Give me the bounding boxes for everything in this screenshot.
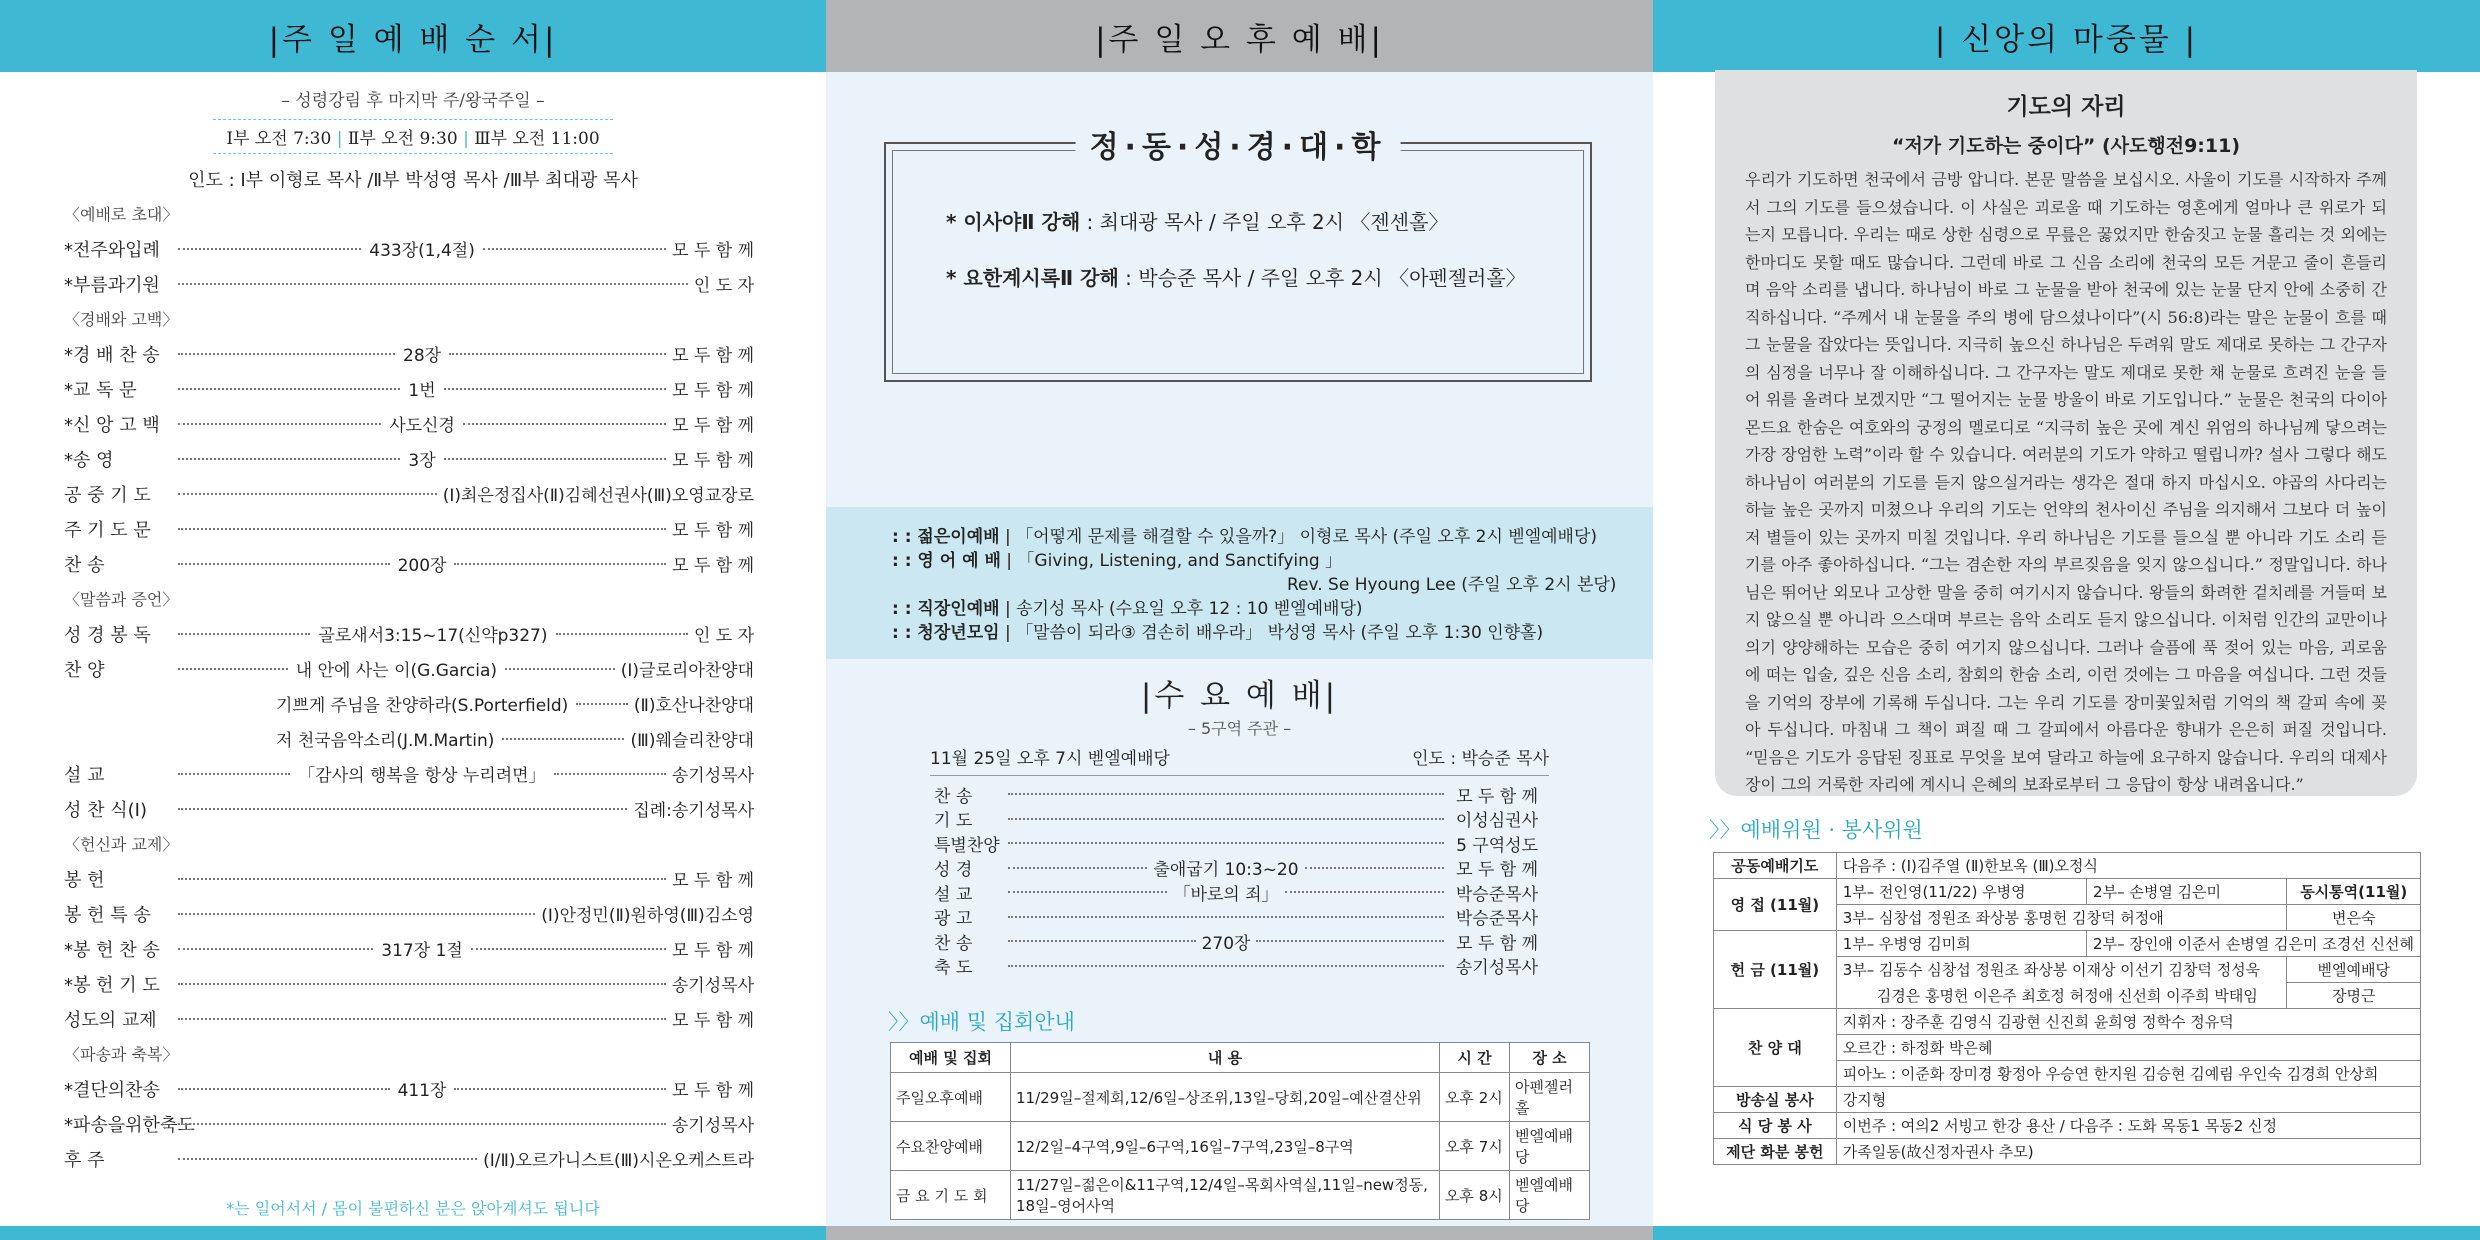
- wednesday-row: [934, 954, 1538, 979]
- row-content: 「바로의 죄」: [1173, 884, 1279, 905]
- order-row: [64, 966, 754, 1001]
- row-content: 3장: [408, 451, 436, 471]
- info-table: [890, 1042, 1590, 1220]
- row-person: 모 두 함 께: [1456, 786, 1538, 807]
- devotional-box: [1715, 70, 2417, 796]
- row-content: 「감사의 행복을 항상 누리려면」: [298, 766, 546, 786]
- wednesday-leader: 인도 : 박승준 목사: [1412, 749, 1549, 769]
- staff-table: [1713, 852, 2421, 1165]
- devotional-title: 기도의 자리: [2006, 94, 2126, 120]
- section-label: 〈헌신과 교제〉: [64, 835, 179, 854]
- row-label: 기 도: [934, 811, 973, 832]
- row-person: 5 구역성도: [1456, 835, 1538, 856]
- devotional-subtitle: “저가 기도하는 중이다” (사도행전9:11): [1891, 135, 2241, 157]
- row-person: 박승준목사: [1455, 884, 1538, 905]
- wednesday-info: [930, 744, 1549, 776]
- info-section-title: 〉〉예배 및 집회안내: [888, 1010, 1075, 1034]
- row-label: *파송을위한축도: [64, 1114, 195, 1136]
- table-row: 제단 화분 봉헌 가족일동(故신정자권사 추모): [1714, 1139, 2421, 1165]
- row-label: 봉 헌 특 송: [64, 904, 151, 926]
- table-row: 3부– 김동수 심창섭 정원조 좌상봉 이재상 이선기 김창덕 정성욱 벧엘예배당: [1714, 957, 2421, 983]
- row-label: *신 앙 고 백: [64, 414, 160, 436]
- wednesday-row: [934, 807, 1538, 832]
- row-person: 모 두 함 께: [672, 346, 754, 366]
- row-person: 송기성목사: [671, 766, 754, 786]
- wednesday-order: [934, 782, 1538, 978]
- row-person: 모 두 함 께: [672, 556, 754, 576]
- order-row: [64, 1001, 754, 1036]
- row-person: 모 두 함 께: [672, 451, 754, 471]
- order-row: [64, 651, 754, 686]
- wednesday-row: [934, 929, 1538, 954]
- row-content: 기쁘게 주님을 찬양하라(S.Porterfield): [276, 696, 569, 716]
- row-person: 모 두 함 께: [672, 416, 755, 436]
- row-person: 모 두 함 께: [672, 871, 754, 891]
- row-label: 특별찬양: [934, 835, 1000, 856]
- row-label: *봉 헌 기 도: [64, 974, 160, 996]
- row-person: (Ⅱ)호산나찬양대: [633, 696, 754, 716]
- section-label: 〈예배로 초대〉: [64, 205, 179, 224]
- row-person: 이성심권사: [1455, 811, 1538, 832]
- row-content: 433장(1,4절): [369, 241, 475, 261]
- row-person: 송기성목사: [1455, 958, 1538, 979]
- row-label: *결단의찬송: [64, 1079, 160, 1101]
- table-row: 금 요 기 도 회 11/27일–젊은이&11구역,12/4일–목회사역실,11일–new정동, 18일–영어사역 오후 8시 벧엘예배당: [891, 1171, 1590, 1220]
- other-services-box: [826, 507, 1653, 659]
- row-content: 골로새서3:15~17(신약p327): [318, 626, 548, 646]
- row-label: 성 경: [934, 860, 973, 881]
- order-row: [64, 756, 754, 791]
- table-row: 헌 금 (11월) 1부– 우병영 김미희 2부– 장인애 이준서 손병열 김은미 조경선 신선혜: [1714, 931, 2421, 957]
- order-of-worship: [64, 196, 754, 1176]
- order-row: [64, 441, 754, 476]
- lecture-item: * 요한계시록Ⅱ 강해 : 박승준 목사 / 주일 오후 2시 〈아펜젤러홀〉: [946, 266, 1526, 290]
- row-person: 박승준목사: [1455, 909, 1538, 930]
- row-label: *부름과기원: [64, 274, 160, 296]
- row-person: (Ⅰ/Ⅱ)오르가니스트(Ⅲ)시온오케스트라: [483, 1151, 754, 1171]
- order-row: [64, 546, 754, 581]
- row-label: 찬 송: [934, 933, 973, 954]
- order-row: [64, 1071, 754, 1106]
- table-row: 주일오후예배 11/29일–절제회,12/6일–상조위,13일–당회,20일–예산결산위 오후 2시 아펜젤러홀: [891, 1073, 1590, 1122]
- table-header-row: 예배 및 집회 내 용 시 간 장 소: [891, 1043, 1590, 1073]
- wednesday-row: [934, 905, 1538, 930]
- worship-subtitle: – 성령강림 후 마지막 주/왕국주일 –: [281, 91, 545, 111]
- table-row: 식 당 봉 사 이번주 : 여의2 서빙고 한강 용산 / 다음주 : 도화 목동1 목동2 신정: [1714, 1113, 2421, 1139]
- row-label: 성 찬 식(Ⅰ): [64, 799, 147, 821]
- row-label: 찬 송: [934, 786, 973, 807]
- order-row: [64, 266, 754, 301]
- table-row: 영 접 (11월) 1부– 전인영(11/22) 우병영 2부– 손병열 김은미 동시통역(11월): [1714, 879, 2421, 905]
- row-person: 인 도 자: [693, 276, 754, 296]
- row-label: 설 교: [64, 764, 105, 786]
- row-label: 공 중 기 도: [64, 484, 151, 506]
- afternoon-worship-header: |주 일 오 후 예 배|: [826, 0, 1653, 72]
- order-row: [64, 861, 754, 896]
- section-label: 〈말씀과 증언〉: [64, 590, 179, 609]
- row-content: 317장 1절: [381, 941, 463, 961]
- sunday-worship-column: [0, 0, 826, 1240]
- row-content: 411장: [397, 1081, 447, 1101]
- row-label: 성 경 봉 독: [64, 624, 151, 646]
- worship-times: Ⅰ부 오전 7:30 | Ⅱ부 오전 9:30 | Ⅲ부 오전 11:00: [213, 119, 613, 154]
- faith-column: [1653, 0, 2480, 1240]
- wednesday-row: [934, 831, 1538, 856]
- footer-bar: [1653, 1226, 2480, 1240]
- table-row: 3부– 심창섭 정원조 좌상봉 홍명헌 김창덕 허정애 변은숙: [1714, 905, 2421, 931]
- order-row: [64, 686, 754, 721]
- row-label: 축 도: [934, 958, 973, 979]
- wednesday-row: [934, 880, 1538, 905]
- row-person: 송기성목사: [671, 1116, 754, 1136]
- wednesday-row: [934, 782, 1538, 807]
- wednesday-subtitle: – 5구역 주관 –: [1187, 719, 1292, 738]
- bible-college-title: 정·동·성·경·대·학: [1076, 122, 1401, 166]
- order-row: [64, 511, 754, 546]
- row-content: 200장: [397, 556, 447, 576]
- service-item: : : 영 어 예 배 | 「Giving, Listening, and Sanctifying 」: [892, 551, 1343, 571]
- row-label: 찬 송: [64, 554, 105, 576]
- row-label: 찬 양: [64, 659, 105, 681]
- row-person: 모 두 함 께: [672, 521, 754, 541]
- row-person: (Ⅲ)웨슬리찬양대: [630, 731, 754, 751]
- row-person: 인 도 자: [693, 626, 755, 646]
- row-label: 성도의 교제: [64, 1009, 157, 1031]
- row-content: 내 안에 사는 이(G.Garcia): [295, 661, 498, 681]
- service-item: : : 직장인예배 | 송기성 목사 (수요일 오후 12 : 10 벧엘예배당): [892, 599, 1363, 619]
- faith-header: | 신앙의 마중물 |: [1653, 0, 2480, 72]
- afternoon-worship-column: [826, 0, 1653, 1240]
- row-content: 저 천국음악소리(J.M.Martin): [276, 731, 495, 751]
- table-row: 김경은 홍명헌 이은주 최호정 허정애 신선희 이주희 박태임 장명근: [1714, 983, 2421, 1009]
- row-label: 설 교: [934, 884, 973, 905]
- order-row: [64, 791, 754, 826]
- row-label: 후 주: [64, 1149, 105, 1171]
- standing-note: *는 일어서서 / 몸이 불편하신 분은 앉아계셔도 됩니다: [226, 1199, 600, 1218]
- row-content: 사도신경: [389, 416, 455, 436]
- order-row: [64, 896, 754, 931]
- staff-section-title: 〉〉예배위원 · 봉사위원: [1709, 818, 1923, 842]
- row-label: *전주와입례: [64, 239, 160, 261]
- table-row: 공동예배기도 다음주 : (Ⅰ)김주열 (Ⅱ)한보옥 (Ⅲ)오정식: [1714, 853, 2421, 879]
- table-row: 방송실 봉사 강지형: [1714, 1087, 2421, 1113]
- row-person: 모 두 함 께: [1456, 860, 1538, 881]
- wednesday-row: [934, 856, 1538, 881]
- time-3: Ⅲ부 오전 11:00: [474, 129, 600, 149]
- row-person: (Ⅰ)최은정집사(Ⅱ)김혜선권사(Ⅲ)오영교장로: [442, 486, 754, 506]
- service-item: : : 젊은이예배 | 「어떻게 문제를 해결할 수 있을까?」 이형로 목사 (주일 오후 2시 벧엘예배당): [892, 527, 1598, 547]
- row-label: *경 배 찬 송: [64, 344, 160, 366]
- wednesday-worship-title: |수 요 예 배|: [1140, 678, 1339, 714]
- row-person: (Ⅰ)안정민(Ⅱ)원하영(Ⅲ)김소영: [541, 906, 754, 926]
- row-person: 모 두 함 께: [672, 941, 755, 961]
- section-label: 〈경배와 고백〉: [64, 310, 179, 329]
- time-1: Ⅰ부 오전 7:30: [226, 129, 332, 149]
- row-content: 1번: [408, 381, 436, 401]
- row-label: *봉 헌 찬 송: [64, 939, 160, 961]
- row-label: 주 기 도 문: [64, 519, 151, 541]
- row-person: 모 두 함 께: [1456, 933, 1538, 954]
- row-person: 모 두 함 께: [672, 241, 754, 261]
- row-label: *송 영: [64, 449, 114, 471]
- order-row: [64, 616, 754, 651]
- row-label: *교 독 문: [64, 379, 137, 401]
- lecture-item: * 이사야Ⅱ 강해 : 최대광 목사 / 주일 오후 2시 〈젠센홀〉: [946, 210, 1449, 234]
- table-row: 찬 양 대 지휘자 : 장주훈 김영식 김광현 신진희 윤희영 정학수 정유덕: [1714, 1009, 2421, 1035]
- footer-bar: [0, 1226, 826, 1240]
- order-row: [64, 336, 754, 371]
- row-person: 모 두 함 께: [672, 1011, 754, 1031]
- row-person: (Ⅰ)글로리아찬양대: [620, 661, 755, 681]
- order-row: [64, 1106, 754, 1141]
- table-row: 오르간 : 하정화 박은혜: [1714, 1035, 2421, 1061]
- service-item: : : 청장년모임 | 「말씀이 되라③ 겸손히 배우라」 박성영 목사 (주일 오후 1:30 인향홀): [892, 623, 1544, 643]
- row-label: 봉 헌: [64, 869, 105, 891]
- footer-bar: [826, 1226, 1653, 1240]
- row-person: 집례:송기성목사: [633, 801, 754, 821]
- row-person: 모 두 함 께: [672, 381, 754, 401]
- devotional-text: 우리가 기도하면 천국에서 금방 압니다. 본문 말씀을 보십시오. 사울이 기도를 시작하자 주께서 그의 기도를 들으셨습니다. 이 사실은 괴로울 때 기도하는 영혼에게 얼마나 큰 위로가 되는지 모릅니다. 우리는 때로 상한 심령으로 무릎은 꿇었지만 한숨짓고 눈물 흘리는 것 외에는 한마디도 못할 때도 많습니다. 그런데 바로 그 신음 소리에 천국의 모든 거문고 줄이 흔들리며 음악 소리를 냅니다. 하나님이 바로 그 눈물을 받아 천국에 있는 눈물 단지 안에 소중히 간직하십니다. “주께서 내 눈물을 주의 병에 담으셨나이다”(시 56:8)라는 말은 눈물이 흐를 때 그 눈물을 잡았다는 뜻입니다. 지극히 높으신 하나님은 두려워 말도 제대로 못하는 그 간구자의 심정을 너무나 잘 이해하십니다. 그 간구자는 말도 제대로 못한 채 눈물로 흐려진 눈을 들어 위를 올려다 보겠지만 “그 떨어지는 눈물 방울이 바로 기도입니다.” 눈물은 천국의 다이아몬드요 한숨은 여호와의 궁정의 멜로디로 “지극히 높은 곳에 계신 위엄의 하나님께 닿으려는 가장 장엄한 노력”이라 할 수 있습니다. 여러분의 기도가 약하고 떨립니까? 설사 그렇다 해도 하나님이 여러분의 기도를 듣지 않으실거라는 생각은 절대 하지 마십시오. 야곱의 사다리는 하늘 높은 곳까지 미쳤으나 우리의 기도는 언약의 천사이신 주님을 의지해서 그보다 더 높이 저 별들이 있는 곳까지 미칠 것입니다. 우리 하나님은 기도를 들으실 뿐 아니라 기도 소리 듣기를 아주 좋아하십니다. “그는 겸손한 자의 부르짖음을 잊지 않으십니다.” 정말입니다. 하나님은 뛰어난 외모나 고상한 말을 중히 여기시지 않습니다. 왕들의 화려한 겉치레를 거들떠 보지 않으실 뿐 아니라 으스대며 부르는 음악 소리도 듣지 않으십니다. 이처럼 인간의 교만이나 의기 양양해하는 모습은 중히 여기지 않으십니다. 그러나 슬픔에 푹 젖어 있는 마음, 괴로움에 떠는 입술, 깊은 신음 소리, 참회의 한숨 소리, 이런 것에는 그 마음을 여십니다. 그런 것들을 기억의 장부에 기록해 두십니다. 그는 우리 기도를 장미꽃잎처럼 기억의 책 갈피 속에 꽂아 두십니다. 마침내 그 책이 펴질 때 그 갈피에서 아름다운 향내가 은은히 퍼질 것입니다. “믿음은 기도가 응답된 징표로 무엇을 보여 달라고 하늘에 요구하지 않습니다. 우리의 대제사장이 그의 거룩한 자리에 계시니 은혜의 보좌로부터 그 응답이 항상 내려옵니다.”: [1745, 170, 2387, 794]
- row-content: 28장: [403, 346, 442, 366]
- worship-leaders: 인도 : Ⅰ부 이형로 목사 /Ⅱ부 박성영 목사 /Ⅲ부 최대광 목사: [188, 170, 638, 191]
- bible-college-frame: [884, 130, 1592, 382]
- table-row: 수요찬양예배 12/2일–4구역,9일–6구역,16일–7구역,23일–8구역 오후 7시 벧엘예배당: [891, 1122, 1590, 1171]
- row-label: 광 고: [934, 909, 973, 930]
- order-row: [64, 931, 754, 966]
- table-row: 피아노 : 이준화 장미경 황정아 우승연 한지원 김승현 김예림 우인숙 김경희 안상희: [1714, 1061, 2421, 1087]
- order-row: [64, 721, 754, 756]
- order-row: [64, 231, 754, 266]
- time-2: Ⅱ부 오전 9:30: [347, 129, 458, 149]
- section-label: 〈파송과 축복〉: [64, 1045, 179, 1064]
- wednesday-date: 11월 25일 오후 7시 벧엘예배당: [930, 749, 1170, 769]
- service-item: Rev. Se Hyoung Lee (주일 오후 2시 본당): [1287, 575, 1617, 595]
- order-row: [64, 476, 754, 511]
- row-person: 송기성목사: [671, 976, 754, 996]
- row-person: 모 두 함 께: [672, 1081, 754, 1101]
- order-row: [64, 1141, 754, 1176]
- order-row: [64, 371, 754, 406]
- row-content: 270장: [1201, 933, 1251, 954]
- order-row: [64, 406, 754, 441]
- row-content: 출애굽기 10:3~20: [1153, 860, 1299, 881]
- sunday-worship-header: |주 일 예 배 순 서|: [0, 0, 826, 72]
